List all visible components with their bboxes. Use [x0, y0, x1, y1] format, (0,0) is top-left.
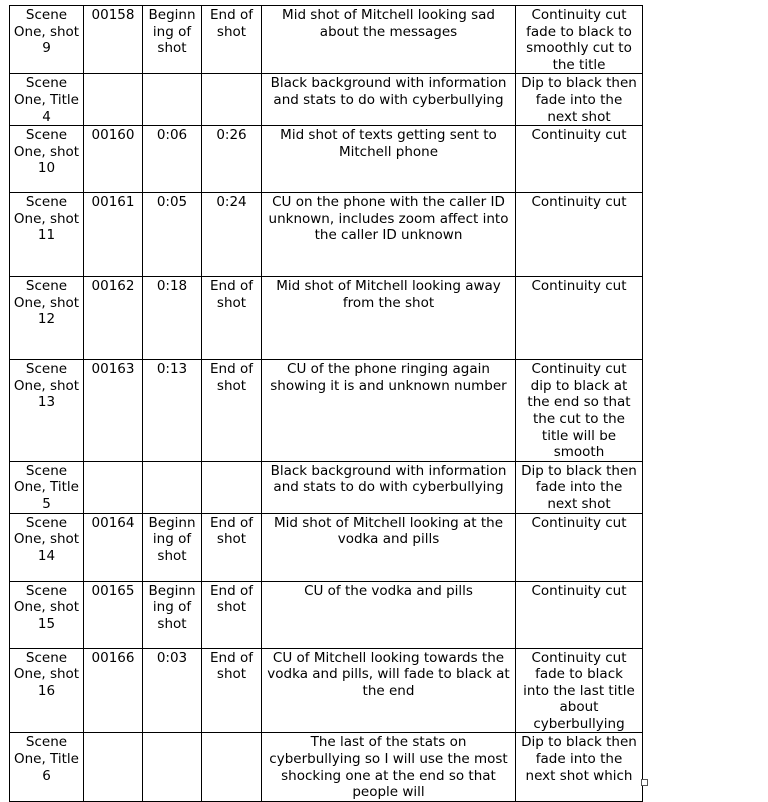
- description-cell: CU of the phone ringing again showing it is and unknown number: [262, 360, 516, 462]
- description-cell: Mid shot of Mitchell looking at the vodka and pills: [262, 513, 516, 581]
- table-row: [10, 648, 643, 733]
- clip-number-cell: 00164: [84, 513, 143, 581]
- out-point-cell: [202, 733, 262, 801]
- out-point-cell: [202, 461, 262, 513]
- clip-number-cell: 00158: [84, 6, 143, 74]
- table-row: [10, 193, 643, 277]
- in-point-cell: Beginn ing of shot: [143, 513, 202, 581]
- in-point-cell: 0:03: [143, 648, 202, 733]
- clip-number-cell: 00166: [84, 648, 143, 733]
- clip-number-cell: 00163: [84, 360, 143, 462]
- shot-cell: Scene One, shot 14: [10, 513, 84, 581]
- description-cell: Mid shot of Mitchell looking away from the shot: [262, 277, 516, 360]
- transition-cell: Continuity cut dip to black at the end so that the cut to the title will be smooth: [516, 360, 643, 462]
- table-row: [10, 126, 643, 193]
- transition-cell: Continuity cut: [516, 581, 643, 648]
- clip-number-cell: [84, 733, 143, 801]
- in-point-cell: 0:05: [143, 193, 202, 277]
- in-point-cell: [143, 733, 202, 801]
- in-point-cell: [143, 461, 202, 513]
- in-point-cell: 0:18: [143, 277, 202, 360]
- clip-number-cell: [84, 74, 143, 126]
- description-cell: Mid shot of texts getting sent to Mitchell phone: [262, 126, 516, 193]
- clip-number-cell: [84, 461, 143, 513]
- out-point-cell: End of shot: [202, 581, 262, 648]
- transition-cell: Dip to black then fade into the next shot which: [516, 733, 643, 801]
- table-row: [10, 513, 643, 581]
- out-point-cell: 0:26: [202, 126, 262, 193]
- transition-cell: Continuity cut: [516, 193, 643, 277]
- description-cell: CU of Mitchell looking towards the vodka and pills, will fade to black at the end: [262, 648, 516, 733]
- in-point-cell: 0:13: [143, 360, 202, 462]
- table-row: [10, 6, 643, 74]
- out-point-cell: End of shot: [202, 360, 262, 462]
- shot-cell: Scene One, Title 4: [10, 74, 84, 126]
- description-cell: Mid shot of Mitchell looking sad about the messages: [262, 6, 516, 74]
- transition-cell: Continuity cut fade to black to smoothly cut to the title: [516, 6, 643, 74]
- table-row: [10, 360, 643, 462]
- shot-list-table: [9, 5, 643, 802]
- table-row: [10, 461, 643, 513]
- shot-cell: Scene One, Title 6: [10, 733, 84, 801]
- transition-cell: Dip to black then fade into the next shot: [516, 461, 643, 513]
- in-point-cell: 0:06: [143, 126, 202, 193]
- out-point-cell: 0:24: [202, 193, 262, 277]
- out-point-cell: End of shot: [202, 277, 262, 360]
- shot-cell: Scene One, shot 13: [10, 360, 84, 462]
- description-cell: The last of the stats on cyberbullying so I will use the most shocking one at the end so that people will: [262, 733, 516, 801]
- in-point-cell: [143, 74, 202, 126]
- shot-cell: Scene One, shot 12: [10, 277, 84, 360]
- clip-number-cell: 00165: [84, 581, 143, 648]
- out-point-cell: End of shot: [202, 648, 262, 733]
- shot-cell: Scene One, shot 10: [10, 126, 84, 193]
- shot-cell: Scene One, shot 9: [10, 6, 84, 74]
- description-cell: CU of the vodka and pills: [262, 581, 516, 648]
- shot-cell: Scene One, shot 11: [10, 193, 84, 277]
- transition-cell: Dip to black then fade into the next shot: [516, 74, 643, 126]
- table-row: [10, 733, 643, 801]
- transition-cell: Continuity cut: [516, 513, 643, 581]
- transition-cell: Continuity cut: [516, 126, 643, 193]
- shot-cell: Scene One, shot 15: [10, 581, 84, 648]
- table-row: [10, 581, 643, 648]
- description-cell: Black background with information and stats to do with cyberbullying: [262, 74, 516, 126]
- out-point-cell: [202, 74, 262, 126]
- out-point-cell: End of shot: [202, 6, 262, 74]
- transition-cell: Continuity cut fade to black into the last title about cyberbullying: [516, 648, 643, 733]
- clip-number-cell: 00160: [84, 126, 143, 193]
- out-point-cell: End of shot: [202, 513, 262, 581]
- clip-number-cell: 00162: [84, 277, 143, 360]
- page-resize-handle[interactable]: [641, 779, 648, 786]
- clip-number-cell: 00161: [84, 193, 143, 277]
- shot-cell: Scene One, shot 16: [10, 648, 84, 733]
- shot-cell: Scene One, Title 5: [10, 461, 84, 513]
- in-point-cell: Beginn ing of shot: [143, 6, 202, 74]
- table-row: [10, 74, 643, 126]
- description-cell: Black background with information and stats to do with cyberbullying: [262, 461, 516, 513]
- table-row: [10, 277, 643, 360]
- in-point-cell: Beginn ing of shot: [143, 581, 202, 648]
- transition-cell: Continuity cut: [516, 277, 643, 360]
- description-cell: CU on the phone with the caller ID unknown, includes zoom affect into the caller ID unknown: [262, 193, 516, 277]
